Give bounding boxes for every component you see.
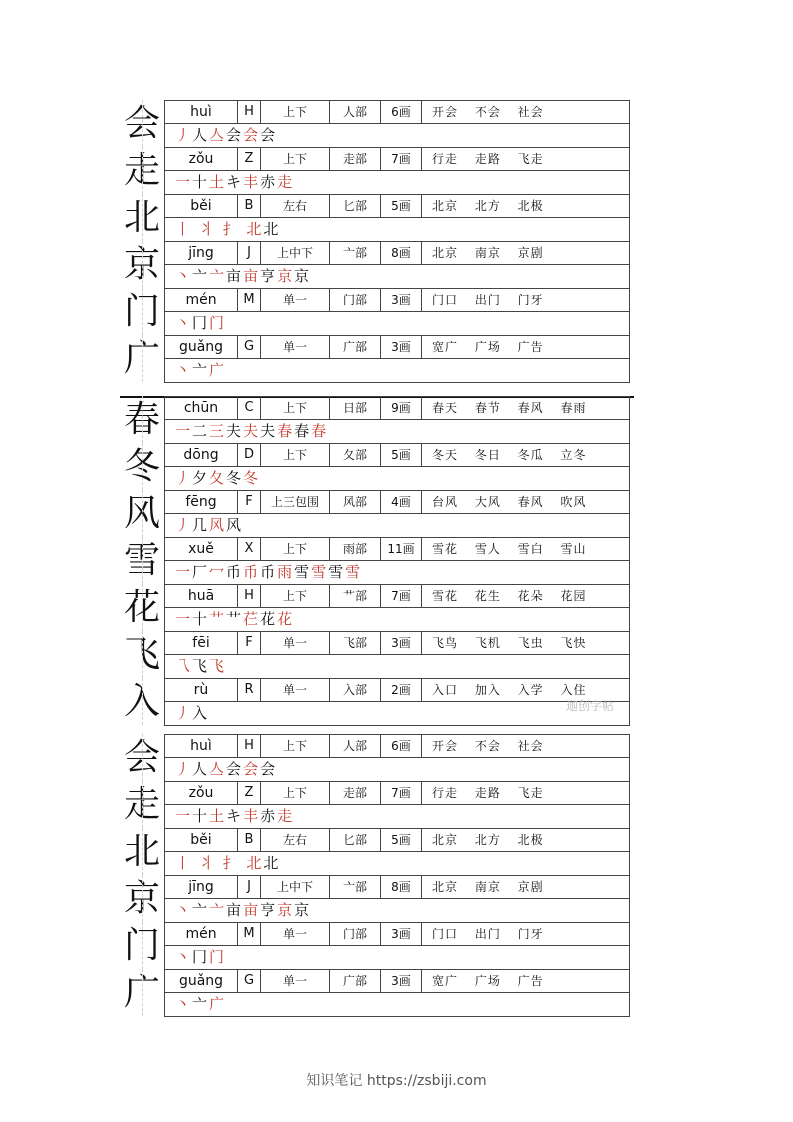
radical: 入部 [330, 679, 381, 701]
stroke-count: 4画 [381, 491, 422, 513]
stroke-count: 2画 [381, 679, 422, 701]
hanzi-char: 广 [120, 969, 164, 1016]
stroke-count: 7画 [381, 148, 422, 170]
pinyin: běi [165, 829, 238, 851]
stroke-order: 一十土キ丰赤走 [164, 170, 630, 194]
example-words: 飞鸟 飞机 飞虫 飞快 [432, 636, 587, 650]
block-3 [120, 734, 630, 1016]
stroke-order: 丶亠亠亩亩亨京京 [164, 264, 630, 288]
pinyin: mén [165, 289, 238, 311]
char-info-row [164, 678, 630, 701]
initial-letter: H [238, 101, 261, 123]
char-entry [120, 875, 630, 922]
initial-letter: R [238, 679, 261, 701]
char-entry [120, 537, 630, 584]
structure: 上中下 [261, 876, 330, 898]
initial-letter: F [238, 632, 261, 654]
radical: 亠部 [330, 876, 381, 898]
char-info-row [164, 631, 630, 654]
hanzi-char: 飞 [120, 631, 164, 678]
example-words: 北京 北方 北极 [432, 833, 544, 847]
example-words: 春天 春节 春风 春雨 [432, 401, 587, 415]
stroke-order: 丨 丬 扌 北北 [164, 851, 630, 875]
char-entry [120, 100, 630, 147]
block-1 [120, 100, 630, 382]
char-info-row [164, 194, 630, 217]
char-entry [120, 631, 630, 678]
char-info-row [164, 584, 630, 607]
pinyin: jīng [165, 242, 238, 264]
stroke-count: 11画 [381, 538, 422, 560]
hanzi-char: 京 [120, 241, 164, 288]
structure: 左右 [261, 829, 330, 851]
char-info-row [164, 922, 630, 945]
char-info-row [164, 734, 630, 757]
radical: 日部 [330, 397, 381, 419]
table-bottom-border [164, 382, 630, 383]
structure: 上下 [261, 538, 330, 560]
stroke-count: 8画 [381, 876, 422, 898]
char-entry [120, 922, 630, 969]
radical: 广部 [330, 970, 381, 992]
example-words: 北京 南京 京剧 [432, 246, 544, 260]
initial-letter: D [238, 444, 261, 466]
char-entry [120, 490, 630, 537]
char-info-row [164, 100, 630, 123]
char-info-row [164, 241, 630, 264]
hanzi-char: 门 [120, 288, 164, 335]
stroke-order: 丶冂门 [164, 311, 630, 335]
hanzi-char: 走 [120, 781, 164, 828]
example-words: 宽广 广场 广告 [432, 974, 544, 988]
pinyin: jīng [165, 876, 238, 898]
pinyin: fēi [165, 632, 238, 654]
stroke-count: 3画 [381, 923, 422, 945]
pinyin: mén [165, 923, 238, 945]
char-entry [120, 781, 630, 828]
stroke-count: 8画 [381, 242, 422, 264]
char-entry [120, 443, 630, 490]
stroke-order: 丿夕夂冬冬 [164, 466, 630, 490]
example-words: 行走 走路 飞走 [432, 786, 544, 800]
table-bottom-border [164, 1016, 630, 1017]
char-entry [120, 396, 630, 443]
structure: 上下 [261, 782, 330, 804]
stroke-count: 7画 [381, 585, 422, 607]
initial-letter: G [238, 336, 261, 358]
example-words: 北京 南京 京剧 [432, 880, 544, 894]
char-info-row [164, 288, 630, 311]
structure: 上下 [261, 585, 330, 607]
char-entry [120, 678, 630, 725]
stroke-order: 丨 丬 扌 北北 [164, 217, 630, 241]
table-bottom-border [164, 725, 630, 726]
char-entry [120, 335, 630, 382]
stroke-order: 丿人亼会会会 [164, 757, 630, 781]
stroke-order: 一厂冖币币币雨雪雪雪雪 [164, 560, 630, 584]
stroke-count: 7画 [381, 782, 422, 804]
hanzi-char: 风 [120, 490, 164, 537]
radical: 门部 [330, 289, 381, 311]
stroke-count: 9画 [381, 397, 422, 419]
example-words: 雪花 花生 花朵 花园 [432, 589, 587, 603]
example-words: 门口 出门 门牙 [432, 293, 544, 307]
stroke-order: 一十艹艹芢花花 [164, 607, 630, 631]
example-words: 台风 大风 春风 吹风 [432, 495, 587, 509]
stroke-count: 3画 [381, 336, 422, 358]
stroke-count: 3画 [381, 289, 422, 311]
watermark: 迦创字帖 [565, 699, 614, 713]
structure: 上中下 [261, 242, 330, 264]
initial-letter: F [238, 491, 261, 513]
stroke-order: 丶亠亠亩亩亨京京 [164, 898, 630, 922]
hanzi-char: 广 [120, 335, 164, 382]
hanzi-char: 会 [120, 734, 164, 781]
char-entry [120, 734, 630, 781]
hanzi-char: 会 [120, 100, 164, 147]
structure: 单一 [261, 679, 330, 701]
hanzi-char: 花 [120, 584, 164, 631]
example-words: 行走 走路 飞走 [432, 152, 544, 166]
radical: 飞部 [330, 632, 381, 654]
stroke-order: 丶冂门 [164, 945, 630, 969]
radical: 门部 [330, 923, 381, 945]
hanzi-char: 雪 [120, 537, 164, 584]
example-words: 冬天 冬日 冬瓜 立冬 [432, 448, 587, 462]
structure: 左右 [261, 195, 330, 217]
char-info-row [164, 443, 630, 466]
radical: 走部 [330, 148, 381, 170]
stroke-count: 5画 [381, 829, 422, 851]
pinyin: guǎng [165, 970, 238, 992]
structure: 上下 [261, 735, 330, 757]
stroke-count: 3画 [381, 970, 422, 992]
stroke-order: 乁飞飞 [164, 654, 630, 678]
initial-letter: C [238, 397, 261, 419]
char-info-row [164, 828, 630, 851]
pinyin: huì [165, 735, 238, 757]
pinyin: xuě [165, 538, 238, 560]
initial-letter: Z [238, 782, 261, 804]
structure: 单一 [261, 632, 330, 654]
char-entry [120, 584, 630, 631]
structure: 单一 [261, 923, 330, 945]
example-words: 宽广 广场 广告 [432, 340, 544, 354]
radical: 匕部 [330, 195, 381, 217]
char-info-row [164, 537, 630, 560]
char-entry [120, 241, 630, 288]
initial-letter: H [238, 735, 261, 757]
radical: 广部 [330, 336, 381, 358]
pinyin: guǎng [165, 336, 238, 358]
structure: 上三包围 [261, 491, 330, 513]
stroke-order: 丶亠广 [164, 358, 630, 382]
initial-letter: B [238, 829, 261, 851]
structure: 单一 [261, 970, 330, 992]
radical: 雨部 [330, 538, 381, 560]
example-words: 开会 不会 社会 [432, 739, 544, 753]
initial-letter: X [238, 538, 261, 560]
pinyin: rù [165, 679, 238, 701]
radical: 夂部 [330, 444, 381, 466]
radical: 风部 [330, 491, 381, 513]
pinyin: dōng [165, 444, 238, 466]
example-words: 入口 加入 入学 入住 [432, 683, 587, 697]
structure: 单一 [261, 336, 330, 358]
char-info-row [164, 969, 630, 992]
stroke-order: 丿几风风 [164, 513, 630, 537]
char-info-row [164, 396, 630, 419]
initial-letter: Z [238, 148, 261, 170]
char-entry [120, 828, 630, 875]
initial-letter: G [238, 970, 261, 992]
block-2 [120, 396, 630, 725]
stroke-count: 3画 [381, 632, 422, 654]
radical: 匕部 [330, 829, 381, 851]
char-info-row [164, 490, 630, 513]
stroke-count: 5画 [381, 444, 422, 466]
pinyin: huā [165, 585, 238, 607]
stroke-order: 丿人亼会会会 [164, 123, 630, 147]
pinyin: běi [165, 195, 238, 217]
pinyin: chūn [165, 397, 238, 419]
char-entry [120, 147, 630, 194]
char-info-row [164, 875, 630, 898]
pinyin: fēng [165, 491, 238, 513]
structure: 上下 [261, 101, 330, 123]
hanzi-char: 走 [120, 147, 164, 194]
stroke-count: 5画 [381, 195, 422, 217]
hanzi-char: 春 [120, 396, 164, 443]
structure: 单一 [261, 289, 330, 311]
footer-text: 知识笔记 https://zsbiji.com [306, 1073, 487, 1089]
hanzi-char: 北 [120, 828, 164, 875]
radical: 亠部 [330, 242, 381, 264]
hanzi-char: 冬 [120, 443, 164, 490]
example-words: 雪花 雪人 雪白 雪山 [432, 542, 587, 556]
initial-letter: M [238, 289, 261, 311]
hanzi-char: 京 [120, 875, 164, 922]
structure: 上下 [261, 397, 330, 419]
hanzi-char: 门 [120, 922, 164, 969]
initial-letter: M [238, 923, 261, 945]
initial-letter: J [238, 876, 261, 898]
stroke-count: 6画 [381, 101, 422, 123]
structure: 上下 [261, 148, 330, 170]
stroke-order: 丿入 [164, 701, 630, 725]
example-words: 开会 不会 社会 [432, 105, 544, 119]
char-entry [120, 288, 630, 335]
example-words: 门口 出门 门牙 [432, 927, 544, 941]
pinyin: huì [165, 101, 238, 123]
stroke-count: 6画 [381, 735, 422, 757]
pinyin: zǒu [165, 782, 238, 804]
pinyin: zǒu [165, 148, 238, 170]
initial-letter: H [238, 585, 261, 607]
hanzi-char: 北 [120, 194, 164, 241]
radical: 艹部 [330, 585, 381, 607]
radical: 人部 [330, 735, 381, 757]
char-info-row [164, 781, 630, 804]
char-info-row [164, 147, 630, 170]
radical: 人部 [330, 101, 381, 123]
structure: 上下 [261, 444, 330, 466]
stroke-order: 丶亠广 [164, 992, 630, 1016]
stroke-order: 一二三夫夫夫春春春 [164, 419, 630, 443]
initial-letter: J [238, 242, 261, 264]
char-entry [120, 969, 630, 1016]
example-words: 北京 北方 北极 [432, 199, 544, 213]
initial-letter: B [238, 195, 261, 217]
radical: 走部 [330, 782, 381, 804]
stroke-order: 一十土キ丰赤走 [164, 804, 630, 828]
hanzi-char: 入 [120, 678, 164, 725]
char-entry [120, 194, 630, 241]
char-info-row [164, 335, 630, 358]
